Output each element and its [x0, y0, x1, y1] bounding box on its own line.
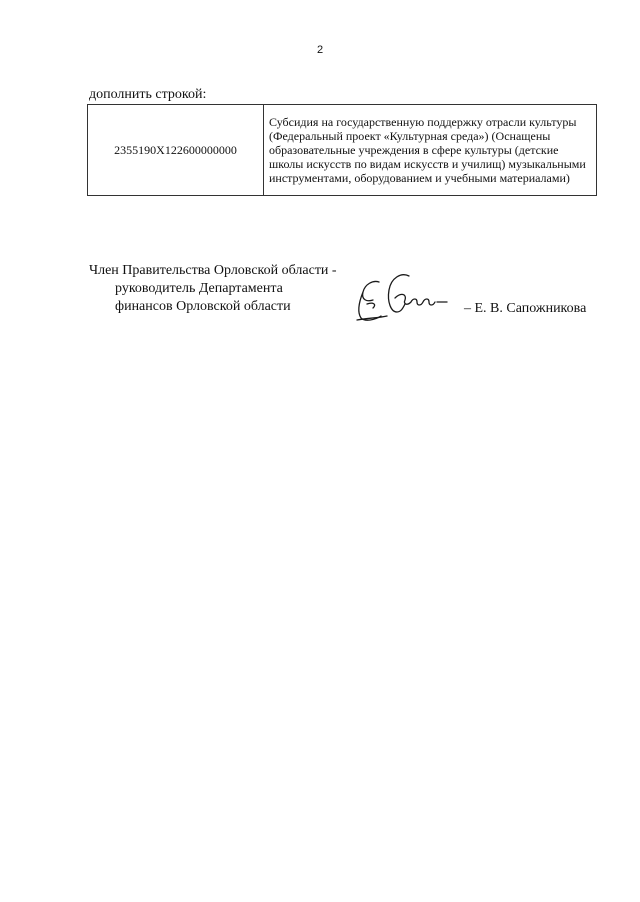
signer-position-line-1: Член Правительства Орловской области - [89, 263, 337, 278]
signature-block [89, 262, 609, 332]
budget-classification-table [87, 104, 597, 196]
intro-text: дополнить строкой: [89, 87, 207, 102]
signer-position-line-2: руководитель Департамента [115, 281, 283, 296]
subsidy-description-cell: Субсидия на государственную поддержку отрасли культуры (Федеральный проект «Культурная среда») (Оснащены образовательные учреждения в сфере культуры (детские школы искусств по видам искусств и училищ) музыкальными инструментами, оборудованием и учебными материалами) [264, 105, 597, 196]
classification-code-cell: 2355190X122600000000 [88, 105, 264, 196]
page-number: 2 [316, 44, 324, 56]
signer-position-line-3: финансов Орловской области [115, 299, 291, 314]
table-row [88, 105, 597, 196]
handwritten-signature [351, 268, 471, 328]
signer-name: – Е. В. Сапожникова [464, 301, 587, 316]
